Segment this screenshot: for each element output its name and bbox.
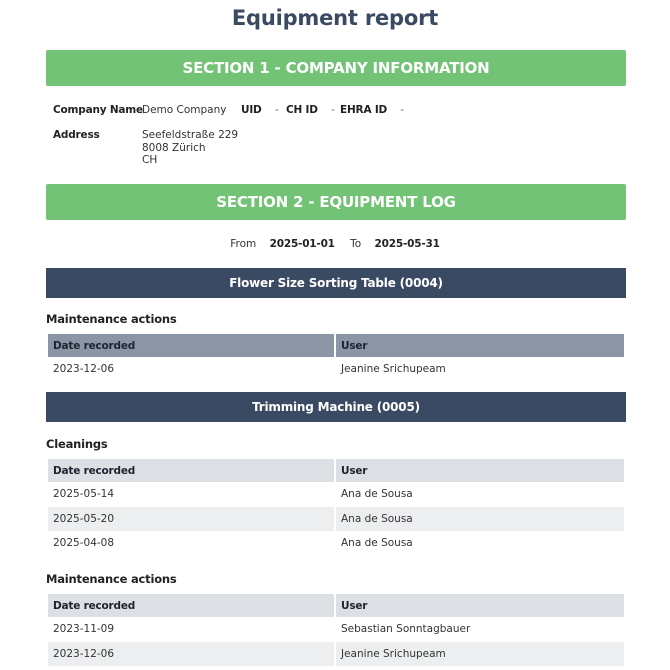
cell-date: 2023-11-09 [53, 623, 115, 636]
cell-user: Ana de Sousa [335, 482, 624, 507]
to-date: 2025-05-31 [374, 238, 440, 250]
column-header-user: User [335, 459, 624, 482]
address-line-1: Seefeldstraße 229 [142, 129, 239, 141]
chid-field [286, 104, 335, 116]
ehra-value: - [400, 104, 405, 116]
address-label: Address [53, 129, 100, 141]
table-row [48, 642, 624, 667]
section-1-header: SECTION 1 - COMPANY INFORMATION [46, 50, 626, 86]
address-line-2: 8008 Zürich [142, 141, 206, 154]
table-row [48, 531, 624, 556]
address-value [142, 129, 238, 167]
cell-date: 2023-12-06 [48, 642, 335, 667]
log-title: Maintenance actions [46, 312, 177, 326]
report-title: Equipment report [231, 6, 439, 30]
from-date: 2025-01-01 [269, 238, 335, 250]
company-name-label: Company Name [53, 104, 143, 116]
company-name-value: Demo Company [142, 104, 227, 116]
column-header-date: Date recorded [48, 334, 335, 357]
table-row [48, 507, 624, 532]
address-line-3: CH [142, 154, 158, 166]
uid-value: - [274, 104, 279, 116]
table-row [48, 357, 624, 382]
cell-date: 2025-04-08 [53, 537, 115, 550]
uid-field [241, 104, 279, 116]
from-label: From [230, 238, 257, 250]
cell-user: Ana de Sousa [335, 507, 624, 532]
cell-date: 2025-05-14 [53, 488, 115, 501]
column-header-date: Date recorded [48, 594, 335, 617]
column-header-user: User [335, 334, 624, 357]
column-header-date: Date recorded [48, 459, 335, 482]
log-title: Cleanings [46, 437, 108, 451]
uid-label: UID [241, 104, 262, 116]
to-label: To [350, 238, 362, 250]
cell-user: Ana de Sousa [335, 531, 624, 556]
maintenance-table [48, 594, 624, 666]
table-row [48, 617, 624, 642]
cell-user: Sebastian Sonntagbauer [335, 617, 624, 642]
cell-user: Jeanine Srichupeam [335, 357, 624, 382]
equipment-header: Trimming Machine (0005) [46, 392, 626, 422]
date-range [0, 238, 670, 250]
cell-user: Jeanine Srichupeam [335, 642, 624, 667]
cleanings-table [48, 459, 624, 556]
table-row [48, 482, 624, 507]
chid-value: - [331, 104, 335, 116]
maintenance-table [48, 334, 624, 382]
log-title: Maintenance actions [46, 572, 177, 586]
chid-label: CH ID [286, 104, 318, 116]
ehra-label: EHRA ID [340, 104, 388, 116]
equipment-header: Flower Size Sorting Table (0004) [46, 268, 626, 298]
cell-date: 2025-05-20 [48, 507, 335, 532]
ehra-field [340, 104, 404, 116]
section-2-header: SECTION 2 - EQUIPMENT LOG [46, 184, 626, 220]
column-header-user: User [335, 594, 624, 617]
cell-date: 2023-12-06 [53, 363, 115, 376]
